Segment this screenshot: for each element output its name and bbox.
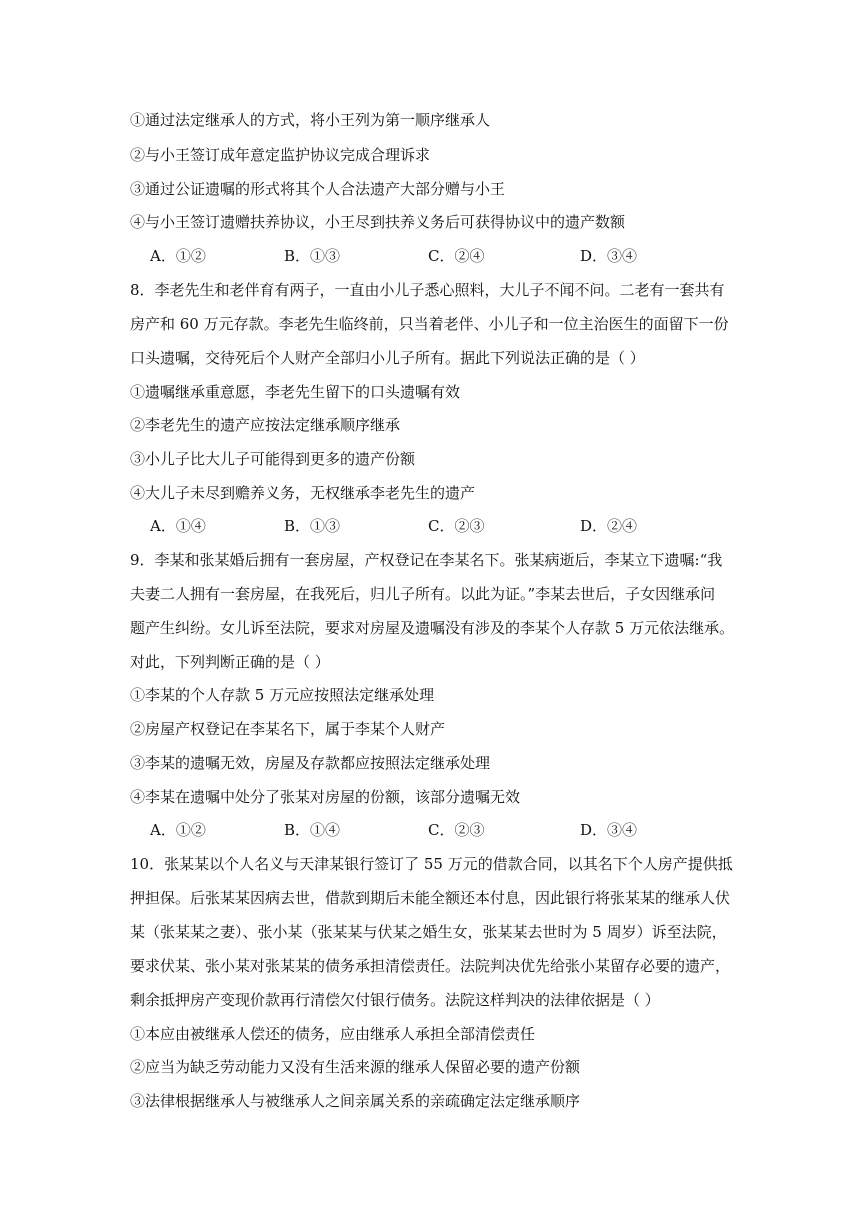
q9-item-4: ④李某在遗嘱中处分了张某对房屋的份额，该部分遗嘱无效 [130, 788, 521, 806]
q9-item-1: ①李某的个人存款 5 万元应按照法定继承处理 [130, 686, 435, 704]
q7-item-4: ④与小王签订遗赠扶养协议，小王尽到扶养义务后可获得协议中的遗产数额 [130, 213, 626, 231]
q7-option-a: A．①② [150, 247, 206, 265]
q9-stem-line-1: 9．李某和张某婚后拥有一套房屋，产权登记在李某名下。张某病逝后，李某立下遗嘱:“我 [130, 551, 723, 569]
q7-option-d: D．③④ [580, 247, 638, 265]
q8-option-b: B．①③ [284, 517, 341, 535]
q9-item-3: ③李某的遗嘱无效，房屋及存款都应按照法定继承处理 [130, 754, 491, 772]
q7-item-1: ①通过法定继承人的方式，将小王列为第一顺序继承人 [130, 111, 491, 129]
q10-stem-line-3: 某（张某某之妻）、张小某（张某某与伏某之婚生女，张某某去世时为 5 周岁）诉至法院， [130, 923, 727, 941]
q10-item-2: ②应当为缺乏劳动能力又没有生活来源的继承人保留必要的遗产份额 [130, 1058, 581, 1076]
q10-stem-line-2: 押担保。后张某某因病去世，借款到期后未能全额还本付息，因此银行将张某某的继承人伏 [130, 889, 731, 907]
q8-item-3: ③小儿子比大儿子可能得到更多的遗产份额 [130, 450, 416, 468]
q8-option-d: D．②④ [580, 517, 638, 535]
q8-option-a: A．①④ [150, 517, 206, 535]
q8-options [150, 516, 750, 536]
q7-item-3: ③通过公证遗嘱的形式将其个人合法遗产大部分赠与小王 [130, 180, 506, 198]
q8-item-2: ②李老先生的遗产应按法定继承顺序继承 [130, 416, 401, 434]
q7-option-c: C．②④ [428, 247, 485, 265]
q7-option-b: B．①③ [284, 247, 341, 265]
q9-options [150, 820, 750, 840]
q9-option-b: B．①④ [284, 821, 341, 839]
q10-stem-line-4: 要求伏某、张小某对张某某的债务承担清偿责任。法院判决优先给张小某留存必要的遗产， [130, 957, 731, 975]
q8-stem-line-2: 房产和 60 万元存款。李老先生临终前，只当着老伴、小儿子和一位主治医生的面留下一份 [130, 315, 729, 333]
q9-option-a: A．①② [150, 821, 206, 839]
q9-item-2: ②房屋产权登记在李某名下，属于李某个人财产 [130, 720, 446, 738]
q8-stem-line-3: 口头遗嘱，交待死后个人财产全部归小儿子所有。据此下列说法正确的是（ ） [130, 349, 645, 367]
q7-item-2: ②与小王签订成年意定监护协议完成合理诉求 [130, 146, 431, 164]
q9-stem-line-3: 题产生纠纷。女儿诉至法院，要求对房屋及遗嘱没有涉及的李某个人存款 5 万元依法继承。 [130, 619, 735, 637]
q8-stem-line-1: 8．李老先生和老伴育有两子，一直由小儿子悉心照料，大儿子不闻不问。二老有一套共有 [130, 281, 725, 299]
q8-item-1: ①遗嘱继承重意愿，李老先生留下的口头遗嘱有效 [130, 383, 461, 401]
q10-item-3: ③法律根据继承人与被继承人之间亲属关系的亲疏确定法定继承顺序 [130, 1092, 581, 1110]
q7-options [150, 246, 750, 266]
q9-stem-line-2: 夫妻二人拥有一套房屋，在我死后，归儿子所有。以此为证。”李某去世后，子女因继承问 [130, 585, 716, 603]
q9-option-d: D．③④ [580, 821, 638, 839]
q8-option-c: C．②③ [428, 517, 485, 535]
q8-item-4: ④大儿子未尽到赡养义务，无权继承李老先生的遗产 [130, 484, 476, 502]
q9-option-c: C．②③ [428, 821, 485, 839]
q10-stem-line-1: 10．张某某以个人名义与天津某银行签订了 55 万元的借款合同，以其名下个人房产提供抵 [130, 855, 733, 873]
q10-item-1: ①本应由被继承人偿还的债务，应由继承人承担全部清偿责任 [130, 1025, 536, 1043]
q10-stem-line-5: 剩余抵押房产变现价款再行清偿欠付银行债务。法院这样判决的法律依据是（ ） [130, 991, 660, 1009]
q9-stem-line-4: 对此，下列判断正确的是（ ） [130, 653, 330, 671]
